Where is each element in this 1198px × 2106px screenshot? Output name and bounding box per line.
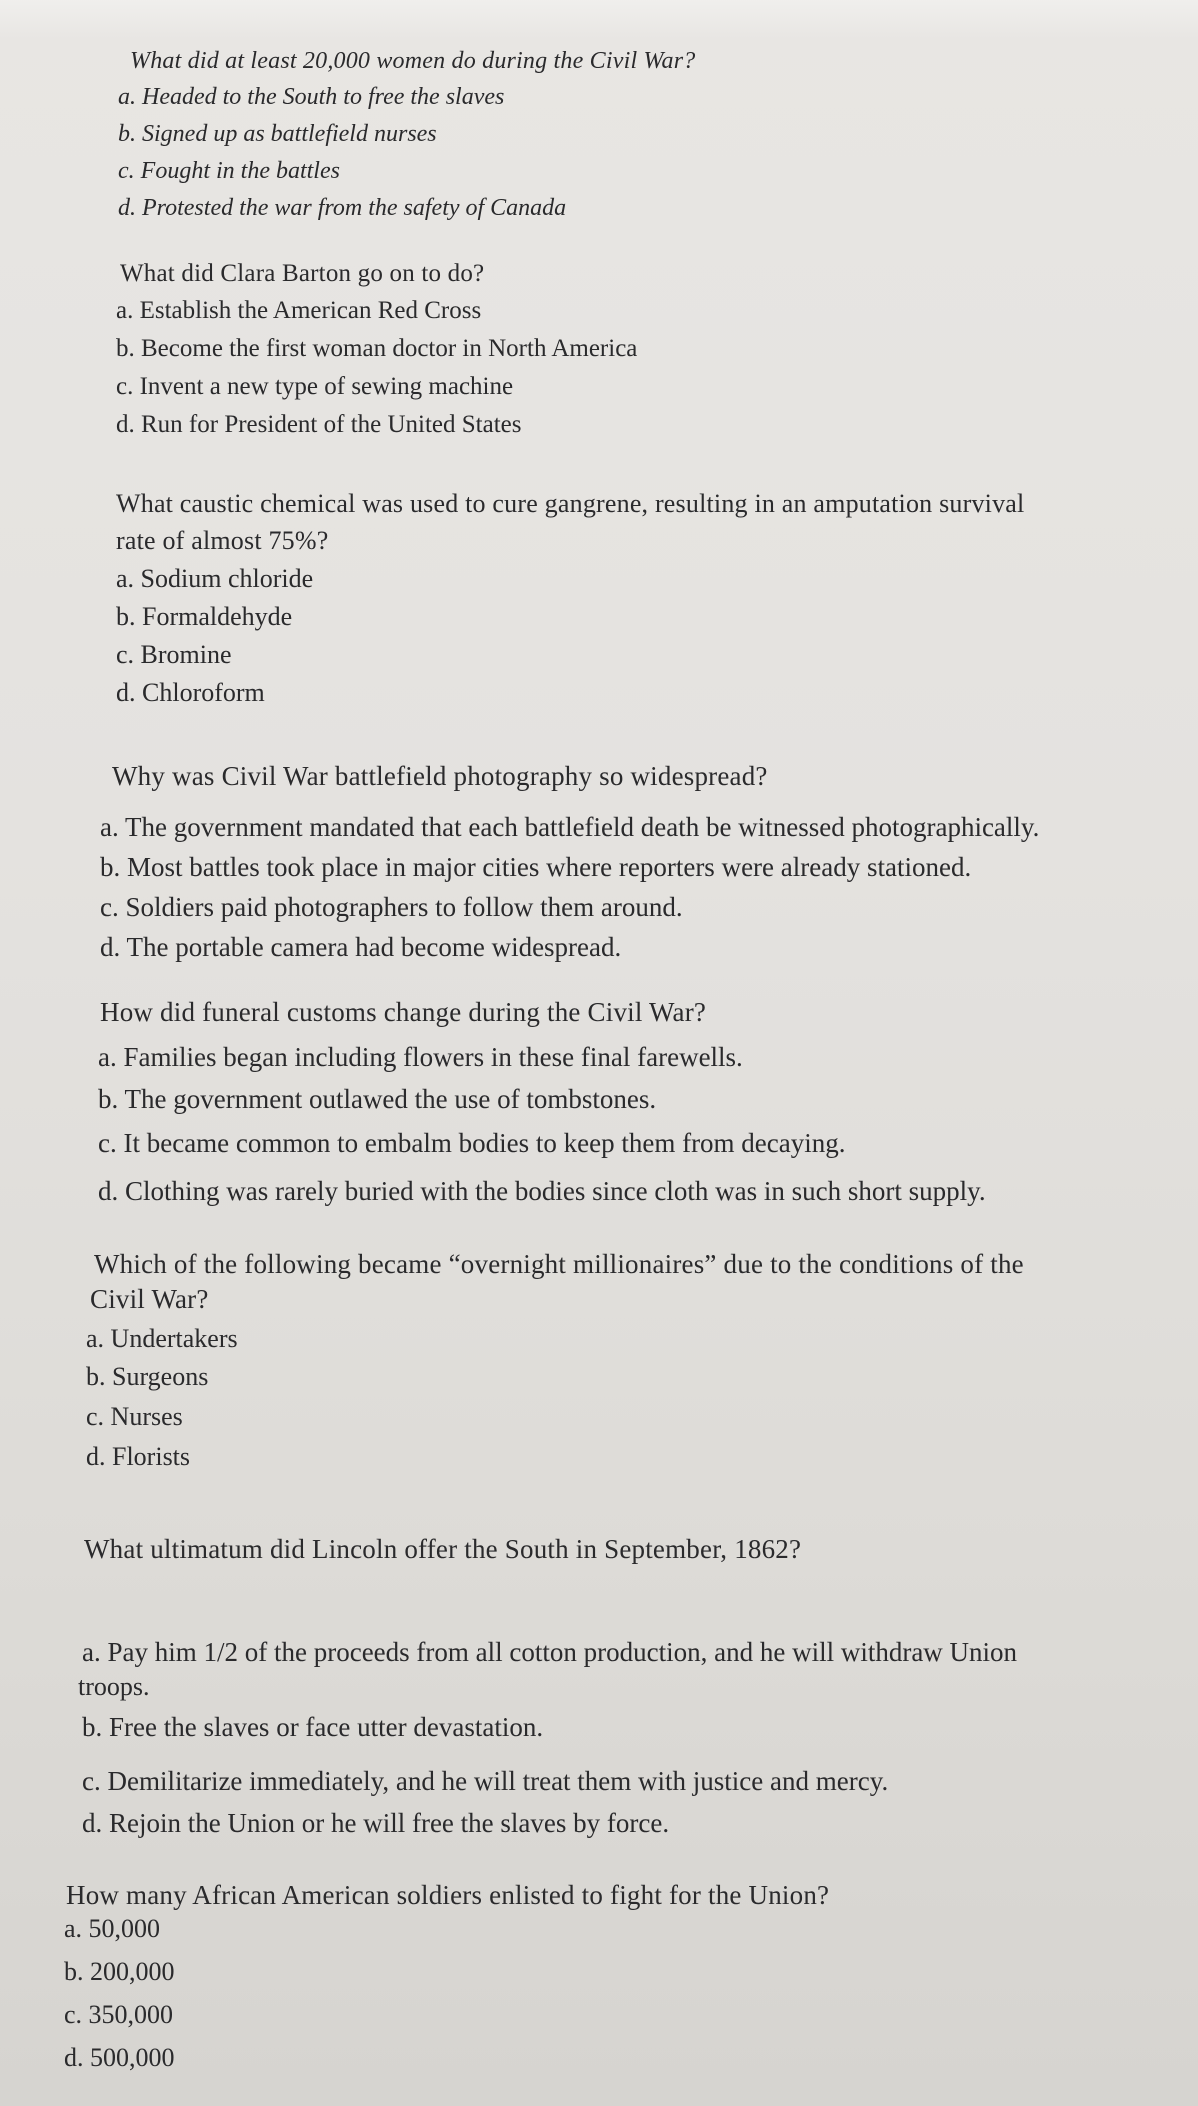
question-7-option-b: b. Free the slaves or face utter devastation.: [82, 1712, 544, 1742]
question-5-stem: How did funeral customs change during the Civil War?: [100, 997, 707, 1027]
question-8-stem: How many African American soldiers enlisted to fight for the Union?: [66, 1880, 830, 1910]
question-4-stem: Why was Civil War battlefield photography so widespread?: [112, 761, 768, 791]
question-1-option-c: c. Fought in the battles: [118, 158, 340, 184]
question-4-option-b: b. Most battles took place in major cities where reporters were already stationed.: [100, 852, 972, 882]
question-5-option-d: d. Clothing was rarely buried with the bodies since cloth was in such short supply.: [98, 1176, 986, 1206]
question-1-option-b: b. Signed up as battlefield nurses: [118, 121, 437, 147]
question-3-option-b: b. Formaldehyde: [116, 602, 293, 631]
question-2-option-d: d. Run for President of the United States: [116, 411, 522, 438]
question-6-option-b: b. Surgeons: [86, 1362, 209, 1391]
question-1-option-a: a. Headed to the South to free the slaves: [118, 84, 505, 110]
question-2-option-a: a. Establish the American Red Cross: [116, 297, 482, 324]
question-5-option-a: a. Families began including flowers in these final farewells.: [98, 1042, 743, 1072]
question-2-stem: What did Clara Barton go on to do?: [120, 260, 485, 287]
question-4-option-a: a. The government mandated that each battlefield death be witnessed photographically.: [100, 812, 1040, 842]
question-7-option-a-continuation: troops.: [78, 1672, 150, 1701]
question-2-option-b: b. Become the first woman doctor in North America: [116, 335, 638, 362]
question-6-stem-line-1: Which of the following became “overnight millionaires” due to the conditions of the: [94, 1249, 1024, 1279]
question-7-option-a: a. Pay him 1/2 of the proceeds from all cotton production, and he will withdraw Union: [82, 1637, 1018, 1667]
question-3-option-a: a. Sodium chloride: [116, 564, 314, 593]
question-7-option-c: c. Demilitarize immediately, and he will treat them with justice and mercy.: [82, 1766, 889, 1796]
question-3-option-d: d. Chloroform: [116, 678, 265, 707]
question-6-option-c: c. Nurses: [86, 1402, 183, 1431]
question-8-option-d: d. 500,000: [64, 2043, 175, 2072]
question-8-option-b: b. 200,000: [64, 1957, 175, 1986]
question-4-option-d: d. The portable camera had become widespread.: [100, 932, 622, 962]
question-7-stem: What ultimatum did Lincoln offer the South in September, 1862?: [84, 1534, 802, 1564]
question-1-option-d: d. Protested the war from the safety of Canada: [118, 195, 567, 221]
question-8-option-a: a. 50,000: [64, 1914, 161, 1943]
question-6-option-d: d. Florists: [86, 1442, 191, 1471]
question-5-option-c: c. It became common to embalm bodies to keep them from decaying.: [98, 1128, 846, 1158]
question-3-option-c: c. Bromine: [116, 640, 232, 669]
photo-lighting: [0, 0, 1198, 40]
question-5-option-b: b. The government outlawed the use of tombstones.: [98, 1084, 657, 1114]
question-1-stem: What did at least 20,000 women do during the Civil War?: [130, 48, 696, 74]
question-2-option-c: c. Invent a new type of sewing machine: [116, 373, 514, 400]
question-4-option-c: c. Soldiers paid photographers to follow them around.: [100, 892, 683, 922]
question-6-stem-line-2: Civil War?: [90, 1284, 209, 1314]
question-8-option-c: c. 350,000: [64, 2000, 174, 2029]
question-7-option-d: d. Rejoin the Union or he will free the slaves by force.: [82, 1808, 670, 1838]
question-6-option-a: a. Undertakers: [86, 1324, 238, 1353]
question-3-stem-line-1: What caustic chemical was used to cure gangrene, resulting in an amputation survival: [116, 489, 1025, 518]
question-3-stem-line-2: rate of almost 75%?: [116, 526, 329, 555]
